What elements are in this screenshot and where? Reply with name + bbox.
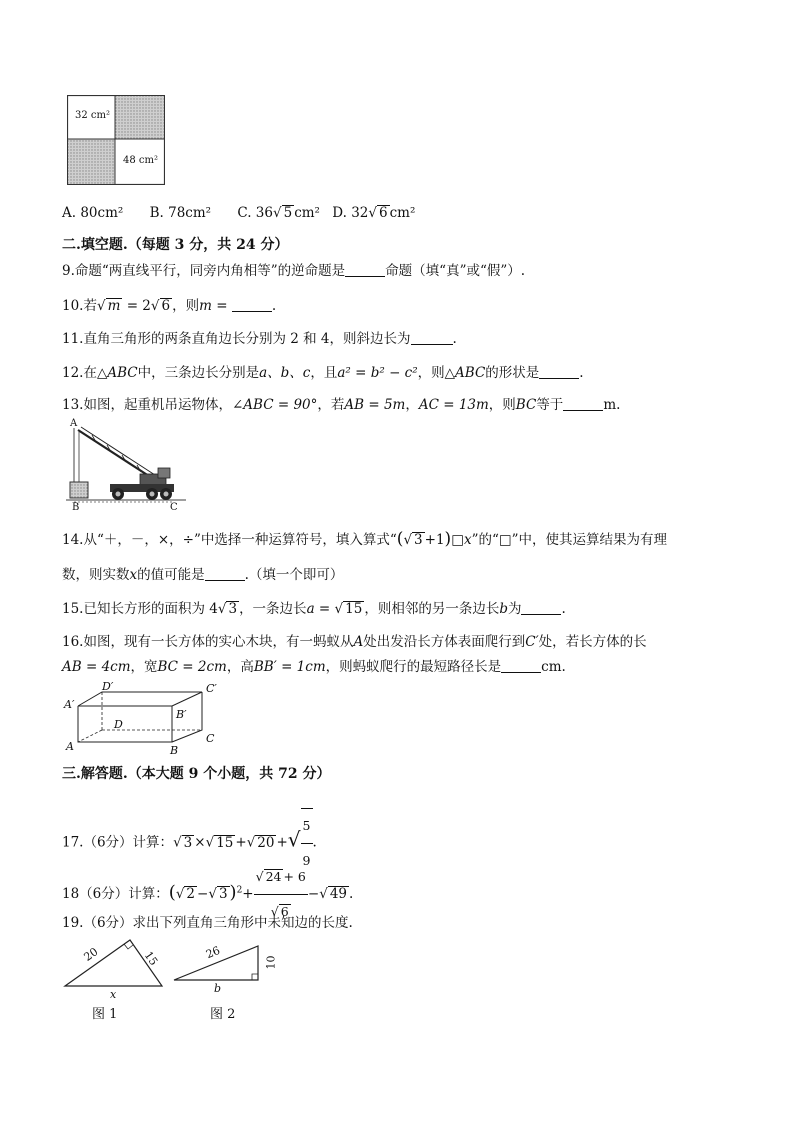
option-c: C. 36√ 5 cm² (237, 205, 320, 221)
figure-caption-2: 图 2 (210, 1007, 236, 1022)
answer-blank[interactable] (539, 364, 579, 379)
answer-blank[interactable] (563, 396, 603, 411)
question-16-line2: AB = 4cm，宽BC = 2cm，高BB′ = 1cm，则蚂蚁爬行的最短路径长是 cm. (62, 659, 566, 675)
crane-label-a: A (70, 418, 78, 429)
question-18: 18（6分）计算：(√ 2 −√ 3 )$^2$+ $\frac{√ 24 + 6}{√ 6}$ −√ 49 . (62, 860, 353, 929)
question-17: 17.（6分）计算：√ 3 ×√ 15 +√ 20 +√ $\frac{5}{9}$ . (62, 808, 317, 878)
triangle-1-label-x: x (110, 988, 117, 1001)
question-12: 12.在△ABC中，三条边长分别是a、b、c，且a² = b² − c²，则△ABC的形状是 . (62, 365, 584, 381)
question-14-line1: 14.从“＋，－，×，÷”中选择一种运算符号，填入算式“(√ 3 +1)□x”的“□”中，使其运算结果为有理 (62, 529, 668, 549)
option-b: B. 78cm² (149, 205, 212, 221)
question-11: 11.直角三角形的两条直角边长分别为 2 和 4，则斜边长为 . (62, 331, 457, 347)
triangle-2-label-10: 10 (264, 955, 278, 970)
question-10: 10.若√ m = 2√ 6 ，则m = . (62, 298, 277, 314)
cuboid-label-c1: C′ (206, 682, 217, 695)
cuboid-label-b: B (170, 744, 179, 757)
cuboid-label-a1: A′ (64, 698, 75, 711)
triangle-figure-2 (170, 940, 280, 995)
triangle-2-label-b: b (214, 982, 222, 995)
answer-blank[interactable] (521, 600, 561, 615)
squares-diagram (67, 95, 165, 185)
cuboid-label-a: A (66, 740, 74, 753)
crane-diagram (62, 418, 190, 514)
cuboid-label-d1: D′ (102, 680, 114, 693)
answer-blank[interactable] (501, 658, 541, 673)
crane-label-c: C (170, 502, 178, 513)
cuboid-label-d: D (114, 718, 123, 731)
triangle-1-label-15: 15 (141, 949, 161, 968)
question-9: 9.命题“两直线平行，同旁内角相等”的逆命题是 命题（填“真”或“假”）. (62, 263, 526, 279)
question-13: 13.如图，起重机吊运物体，∠ABC = 90°，若AB = 5m，AC = 13m，则BC等于 m. (62, 397, 621, 413)
square-label-48: 48 cm² (123, 155, 158, 166)
q8-options (62, 204, 437, 222)
option-d: D. 32√ 6 cm² (332, 205, 416, 221)
cuboid-figure (62, 680, 232, 758)
triangle-2-label-26: 26 (204, 943, 222, 962)
triangle-1-diagram (62, 936, 172, 992)
answer-blank[interactable] (232, 297, 272, 312)
question-14-line2: 数，则实数x的值可能是 .（填一个即可） (62, 567, 344, 583)
crane-figure (62, 418, 190, 514)
cuboid-label-b1: B′ (176, 708, 187, 721)
triangle-2-diagram (170, 940, 280, 992)
answer-blank[interactable] (205, 566, 245, 581)
section3-title: 三.解答题.（本大题 9 个小题，共 72 分） (62, 766, 331, 782)
answer-blank[interactable] (345, 262, 385, 277)
squares-figure (67, 95, 165, 185)
triangle-1-label-20: 20 (81, 945, 101, 964)
figure-caption-1: 图 1 (92, 1007, 118, 1022)
question-15: 15.已知长方形的面积为 4√ 3 ，一条边长a = √ 15 ，则相邻的另一条边长b为 . (62, 601, 566, 617)
question-16-line1: 16.如图，现有一长方体的实心木块，有一蚂蚁从A处出发沿长方体表面爬行到C′处，若长方体的长 (62, 634, 647, 650)
cuboid-label-c: C (206, 732, 215, 745)
option-a: A. 80cm² (62, 205, 124, 221)
crane-label-b: B (72, 502, 80, 513)
square-label-32: 32 cm² (75, 110, 110, 121)
question-19: 19.（6分）求出下列直角三角形中未知边的长度. (62, 915, 353, 931)
section2-title: 二.填空题.（每题 3 分，共 24 分） (62, 237, 289, 253)
triangle-figure-1 (62, 936, 172, 1001)
answer-blank[interactable] (411, 330, 453, 345)
